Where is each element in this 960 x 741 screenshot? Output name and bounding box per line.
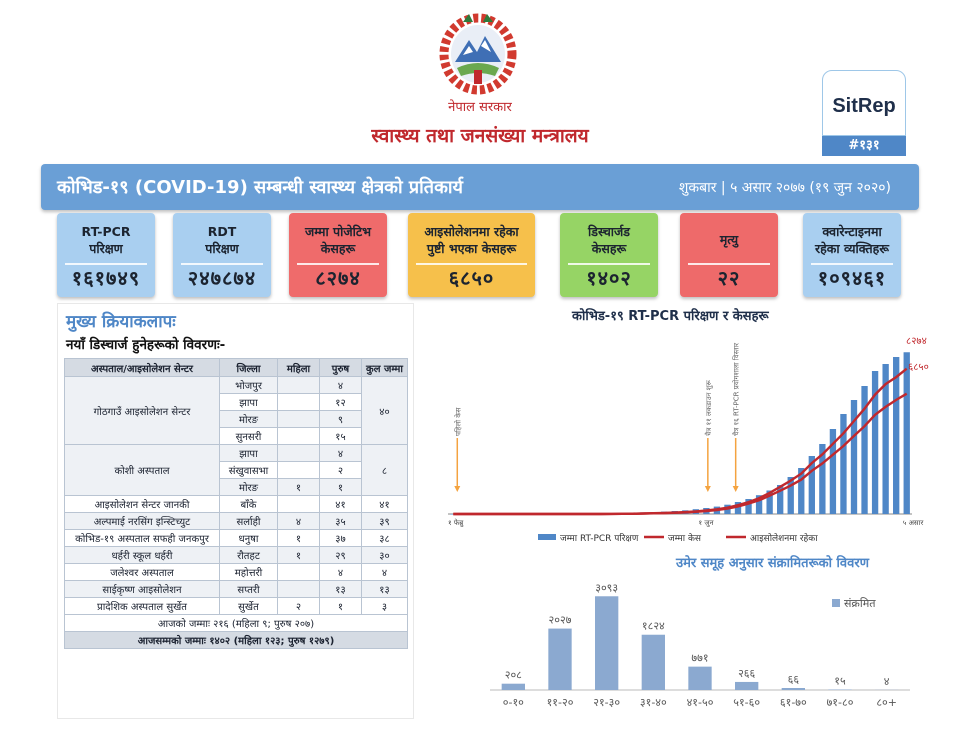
age-bar bbox=[735, 682, 758, 690]
cases-tests-chart bbox=[440, 328, 929, 550]
cell-total: ४० bbox=[362, 377, 408, 445]
cell-hospital: कोभिड-१९ अस्पताल सफही जनकपुर bbox=[65, 530, 220, 547]
legend-swatch bbox=[832, 599, 840, 607]
age-category-label: ११-२० bbox=[546, 696, 574, 709]
cell-female bbox=[278, 581, 320, 598]
cell-district: धनुषा bbox=[220, 530, 278, 547]
age-value-label: २६६ bbox=[738, 666, 756, 680]
cell-district: सुर्खेत bbox=[220, 598, 278, 615]
cell-male: ४ bbox=[320, 564, 362, 581]
cumulative-total: आजसम्मको जम्माः १४०२ (महिला १२३; पुरुष १२७९) bbox=[65, 632, 408, 649]
test-bar bbox=[893, 357, 899, 514]
cell-total: ३८ bbox=[362, 530, 408, 547]
cell-female: १ bbox=[278, 530, 320, 547]
banner-date: शुकबार | ५ असार २०७७ (१९ जुन २०२०) bbox=[678, 180, 891, 196]
cell-female bbox=[278, 377, 320, 394]
col-header: महिला bbox=[278, 359, 320, 377]
annotation-arrow-head bbox=[733, 486, 739, 492]
isolation-line bbox=[453, 394, 906, 514]
today-total-row bbox=[65, 615, 408, 632]
card-label: डिस्चार्जड bbox=[588, 224, 630, 239]
cell-male: १ bbox=[320, 479, 362, 496]
card-rdt-tests bbox=[173, 213, 271, 297]
cell-district: मोरङ bbox=[220, 479, 278, 496]
age-group-chart bbox=[470, 572, 930, 722]
cell-district: सप्तरी bbox=[220, 581, 278, 598]
total-cases-line bbox=[453, 369, 906, 514]
col-header: कुल जम्मा bbox=[362, 359, 408, 377]
age-value-label: १५ bbox=[834, 674, 846, 688]
cell-total: १३ bbox=[362, 581, 408, 598]
cell-male: ३५ bbox=[320, 513, 362, 530]
card-quarantine bbox=[803, 213, 901, 297]
table-row bbox=[65, 598, 408, 615]
cell-female: १ bbox=[278, 547, 320, 564]
cell-hospital: साईकृष्ण आइसोलेशन bbox=[65, 581, 220, 598]
title-banner bbox=[41, 164, 919, 210]
card-discharged bbox=[560, 213, 658, 297]
card-isolation-cases bbox=[408, 213, 535, 297]
annotation-label: पहिलो केस bbox=[454, 407, 463, 436]
cell-female: २ bbox=[278, 598, 320, 615]
cell-female bbox=[278, 564, 320, 581]
col-header: पुरुष bbox=[320, 359, 362, 377]
card-label: RDT bbox=[207, 224, 237, 239]
card-label: आइसोलेशनमा रहेका bbox=[424, 224, 519, 239]
cell-total: ३० bbox=[362, 547, 408, 564]
card-label: जम्मा पोजेटिभ bbox=[304, 224, 371, 239]
card-label-2: परिक्षण bbox=[205, 241, 239, 256]
cell-total: ४१ bbox=[362, 496, 408, 513]
age-category-label: ५१-६० bbox=[733, 696, 761, 709]
x-tick-label: ५ असार bbox=[902, 519, 924, 527]
discharge-table bbox=[64, 358, 408, 649]
card-value: १४०२ bbox=[586, 266, 632, 290]
card-label-2: केसहरू bbox=[320, 241, 356, 256]
card-value: ८२७४ bbox=[315, 266, 361, 290]
sitrep-badge bbox=[822, 70, 906, 136]
age-category-label: २१-३० bbox=[593, 696, 621, 709]
age-category-label: ८०+ bbox=[876, 696, 898, 709]
cell-male: १३ bbox=[320, 581, 362, 598]
table-row bbox=[65, 513, 408, 530]
card-value: २४७८७४ bbox=[187, 266, 257, 290]
test-bar bbox=[904, 352, 910, 514]
legend-label: आइसोलेशनमा रहेका bbox=[750, 534, 818, 544]
cell-male: ३७ bbox=[320, 530, 362, 547]
legend-swatch bbox=[538, 534, 556, 540]
cell-male: १२ bbox=[320, 394, 362, 411]
cell-district: रौतहट bbox=[220, 547, 278, 564]
nepal-emblem-icon bbox=[433, 10, 523, 94]
age-bar bbox=[642, 635, 665, 690]
cell-female bbox=[278, 428, 320, 445]
legend-label: जम्मा केस bbox=[668, 534, 701, 544]
table-row bbox=[65, 581, 408, 598]
age-bar bbox=[688, 667, 711, 690]
card-value: २२ bbox=[717, 266, 741, 290]
cell-hospital: कोशी अस्पताल bbox=[65, 445, 220, 496]
age-bar bbox=[548, 629, 571, 690]
age-value-label: ४ bbox=[883, 674, 890, 688]
cell-male: १५ bbox=[320, 428, 362, 445]
cell-district: संखुवासभा bbox=[220, 462, 278, 479]
table-row bbox=[65, 530, 408, 547]
card-label-2: केसहरू bbox=[591, 241, 627, 256]
cell-district: सुनसरी bbox=[220, 428, 278, 445]
end-label-cases: ८२७४ bbox=[906, 336, 927, 347]
card-total-positive bbox=[289, 213, 387, 297]
card-value: १०९४६१ bbox=[817, 266, 887, 290]
today-total: आजको जम्माः २१६ (महिला ९; पुरुष २०७) bbox=[65, 615, 408, 632]
age-category-label: ७१-८० bbox=[826, 696, 854, 709]
col-header: अस्पताल/आइसोलेशन सेन्टर bbox=[65, 359, 220, 377]
cell-female bbox=[278, 394, 320, 411]
cell-total: ८ bbox=[362, 445, 408, 496]
cell-male: २९ bbox=[320, 547, 362, 564]
age-bar bbox=[502, 684, 525, 690]
cell-male: २ bbox=[320, 462, 362, 479]
x-tick-label: १ जुन bbox=[698, 519, 714, 527]
age-category-label: ३१-४० bbox=[639, 696, 667, 709]
cell-hospital: आइसोलेशन सेन्टर जानकी bbox=[65, 496, 220, 513]
col-header: जिल्ला bbox=[220, 359, 278, 377]
end-label-isolation: ६८५० bbox=[908, 362, 929, 373]
cell-district: मोरङ bbox=[220, 411, 278, 428]
legend-label: जम्मा RT-PCR परिक्षण bbox=[560, 534, 639, 544]
cell-district: बाँके bbox=[220, 496, 278, 513]
age-bar bbox=[782, 688, 805, 690]
age-chart-title: उमेर समूह अनुसार संक्रामितरूको विवरण bbox=[676, 556, 870, 571]
cell-total: ३९ bbox=[362, 513, 408, 530]
card-label: RT-PCR bbox=[81, 224, 131, 239]
age-category-label: ०-१० bbox=[502, 696, 524, 709]
card-value: ६८५० bbox=[448, 266, 495, 290]
cell-female: ४ bbox=[278, 513, 320, 530]
cell-female bbox=[278, 496, 320, 513]
ministry-title: स्वास्थ्य तथा जनसंख्या मन्त्रालय bbox=[371, 125, 589, 147]
banner-title: कोभिड-१९ (COVID-19) सम्बन्धी स्वास्थ्य क्षेत्रको प्रतिकार्य bbox=[57, 177, 463, 198]
cell-district: झापा bbox=[220, 445, 278, 462]
age-value-label: ३०९३ bbox=[595, 581, 619, 595]
x-tick-label: १ फेब्रु bbox=[448, 519, 464, 527]
age-value-label: २०२७ bbox=[548, 613, 572, 627]
sitrep-number: #१३१ bbox=[822, 136, 906, 156]
cell-male: १ bbox=[320, 598, 362, 615]
age-value-label: ७७१ bbox=[691, 651, 709, 665]
table-row bbox=[65, 564, 408, 581]
cell-hospital: गोठगाउँ आइसोलेशन सेन्टर bbox=[65, 377, 220, 445]
age-value-label: ६६ bbox=[787, 673, 800, 686]
sitrep-title: SitRep bbox=[832, 95, 896, 117]
annotation-label: चैत्र १६ RT-PCR प्रयोगशाला विस्तार bbox=[732, 343, 741, 436]
age-category-label: ४१-५० bbox=[686, 696, 714, 709]
card-rtpcr-tests bbox=[57, 213, 155, 297]
annotation-arrow-head bbox=[705, 486, 711, 492]
legend-label: संक्रमित bbox=[844, 597, 876, 610]
age-value-label: २०८ bbox=[504, 668, 522, 682]
discharge-subheading: नयाँ डिस्चार्ज हुनेहरूको विवरणः- bbox=[66, 337, 226, 353]
cell-male: ४ bbox=[320, 377, 362, 394]
cell-female bbox=[278, 445, 320, 462]
card-label-2: रहेका व्यक्तिहरू bbox=[815, 241, 889, 256]
activities-heading: मुख्य क्रियाकलापः bbox=[66, 312, 176, 332]
cumulative-total-row bbox=[65, 632, 408, 649]
age-value-label: १८२४ bbox=[641, 619, 665, 633]
cell-district: महोत्तरी bbox=[220, 564, 278, 581]
cell-hospital: जलेश्वर अस्पताल bbox=[65, 564, 220, 581]
table-row bbox=[65, 496, 408, 513]
age-bar bbox=[595, 596, 618, 690]
annotation-arrow-head bbox=[454, 486, 460, 492]
gov-name: नेपाल सरकार bbox=[448, 100, 512, 115]
card-deaths bbox=[680, 213, 778, 297]
cell-total: ४ bbox=[362, 564, 408, 581]
cell-male: ४१ bbox=[320, 496, 362, 513]
cell-district: सर्लाही bbox=[220, 513, 278, 530]
age-category-label: ६१-७० bbox=[779, 696, 807, 709]
cell-female: १ bbox=[278, 479, 320, 496]
cell-hospital: प्रादेशिक अस्पताल सुर्खेत bbox=[65, 598, 220, 615]
cases-chart-title: कोभिड-१९ RT-PCR परिक्षण र केसहरू bbox=[572, 309, 769, 324]
card-label: क्वारेन्टाइनमा bbox=[822, 224, 882, 239]
cell-hospital: अल्पमाई नरसिंग इन्स्टिच्युट bbox=[65, 513, 220, 530]
cell-male: ९ bbox=[320, 411, 362, 428]
card-label: मृत्यु bbox=[719, 232, 739, 247]
table-row bbox=[65, 445, 408, 462]
cell-female bbox=[278, 462, 320, 479]
cell-district: झापा bbox=[220, 394, 278, 411]
card-value: १६१७४९ bbox=[71, 266, 141, 290]
card-label-2: पुष्टी भएका केसहरू bbox=[426, 241, 517, 256]
table-row bbox=[65, 377, 408, 394]
cell-male: ४ bbox=[320, 445, 362, 462]
card-label-2: परिक्षण bbox=[89, 241, 123, 256]
table-row bbox=[65, 547, 408, 564]
cell-hospital: धर्हरी स्कूल धर्हरी bbox=[65, 547, 220, 564]
cell-female bbox=[278, 411, 320, 428]
annotation-label: चैत्र ११ लकडाउन शुरू bbox=[704, 380, 713, 436]
cell-total: ३ bbox=[362, 598, 408, 615]
cell-district: भोजपुर bbox=[220, 377, 278, 394]
